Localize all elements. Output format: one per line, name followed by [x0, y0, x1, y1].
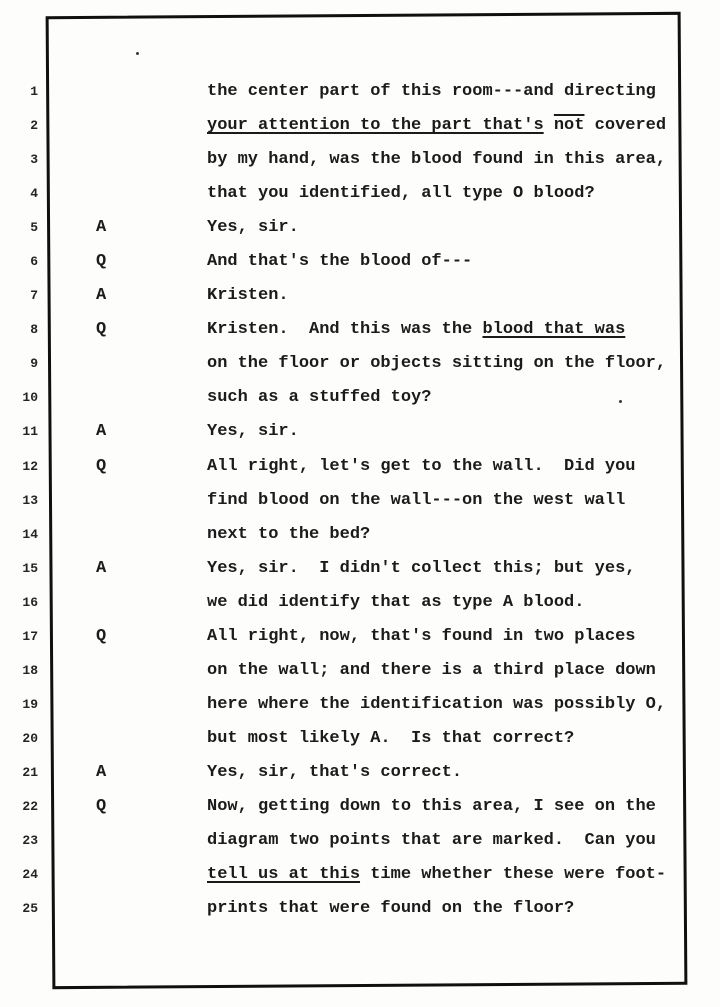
transcript-line: [0, 586, 720, 620]
line-number: 11: [22, 424, 38, 440]
transcript-line: [0, 450, 720, 484]
transcript-line: [0, 722, 720, 756]
line-number: 24: [22, 867, 38, 883]
text-segment: All right, let's get to the wall. Did you: [207, 456, 636, 476]
text-segment: Kristen.: [207, 286, 289, 306]
text-segment: on the floor or objects sitting on the floor,: [207, 354, 667, 374]
transcript-lines: [0, 75, 720, 926]
line-number: 20: [22, 730, 38, 746]
line-number: 7: [30, 288, 38, 304]
line-number: 5: [30, 220, 38, 236]
line-text: [207, 313, 625, 347]
line-number: 8: [30, 322, 38, 338]
line-number: 22: [22, 798, 38, 814]
line-text: [207, 858, 666, 892]
transcript-line: [0, 381, 720, 415]
speaker-label: A: [96, 558, 107, 578]
transcript-line: [0, 211, 720, 245]
line-text: [207, 415, 299, 449]
transcript-line: [0, 824, 720, 858]
transcript-line: [0, 654, 720, 688]
text-segment: find blood on the wall---on the west wall: [207, 490, 626, 510]
line-number: 14: [22, 526, 38, 542]
speaker-label: A: [96, 286, 107, 306]
line-number: 4: [30, 186, 38, 202]
line-text: [207, 892, 574, 926]
line-text: [207, 518, 370, 552]
speaker-label: A: [96, 218, 107, 238]
line-text: [207, 824, 656, 858]
line-number: 15: [22, 560, 38, 576]
transcript-line: [0, 756, 720, 790]
speaker-label: A: [96, 762, 107, 782]
transcript-line: [0, 109, 720, 143]
text-segment: the center part of this room---and directing: [207, 82, 656, 101]
line-number: 10: [22, 390, 38, 406]
text-segment: Yes, sir.: [207, 422, 299, 442]
line-text: [207, 552, 635, 586]
transcript-line: [0, 177, 720, 211]
line-text: [207, 722, 574, 756]
speaker-label: Q: [96, 252, 107, 272]
line-text: [207, 381, 431, 415]
transcript-line: [0, 484, 720, 518]
speaker-label: A: [96, 422, 107, 442]
line-number: 16: [22, 594, 38, 610]
line-text: [207, 75, 656, 109]
line-number: 21: [22, 764, 38, 780]
text-segment: covered: [584, 116, 667, 136]
text-segment: diagram two points that are marked. Can you: [207, 831, 656, 851]
line-text: [207, 177, 595, 211]
text-segment: but most likely A. Is that correct?: [207, 728, 575, 748]
line-number: 17: [22, 628, 38, 644]
transcript-line: [0, 75, 720, 109]
text-segment: Yes, sir.: [207, 218, 299, 238]
line-number: 9: [30, 356, 38, 372]
transcript-line: [0, 415, 720, 449]
line-text: [207, 688, 666, 722]
line-number: 13: [22, 492, 38, 508]
line-text: [207, 484, 625, 518]
scan-speck: [136, 52, 139, 55]
text-segment: tell us at this: [207, 865, 361, 885]
text-segment: time whether these were foot-: [360, 865, 667, 885]
line-text: [207, 756, 462, 790]
line-number: 3: [30, 152, 38, 168]
speaker-label: Q: [96, 320, 107, 340]
text-segment: such as a stuffed toy?: [207, 388, 432, 408]
text-segment: [544, 116, 554, 135]
text-segment: your attention to the part that's: [207, 116, 544, 136]
line-text: [207, 450, 635, 484]
line-text: [207, 279, 289, 313]
text-segment: And that's the blood of---: [207, 252, 473, 272]
transcript-line: [0, 620, 720, 654]
line-number: 1: [30, 84, 38, 99]
transcript-line: [0, 347, 720, 381]
transcript-line: [0, 858, 720, 892]
transcript-line: [0, 143, 720, 177]
line-number: 25: [22, 901, 38, 917]
transcript-line: [0, 245, 720, 279]
line-text: [207, 211, 299, 245]
text-segment: here where the identification was possibly O,: [207, 694, 667, 714]
line-number: 18: [22, 662, 38, 678]
text-segment: Yes, sir. I didn't collect this; but yes,: [207, 558, 636, 578]
speaker-label: Q: [96, 456, 107, 476]
line-text: [207, 347, 666, 381]
transcript-line: [0, 688, 720, 722]
transcript-line: [0, 518, 720, 552]
speaker-label: Q: [96, 626, 107, 646]
line-text: [207, 654, 656, 688]
text-segment: by my hand, was the blood found in this area,: [207, 150, 667, 170]
text-segment: All right, now, that's found in two places: [207, 626, 636, 646]
transcript-line: [0, 279, 720, 313]
text-segment: Yes, sir, that's correct.: [207, 762, 463, 782]
transcript-line: [0, 552, 720, 586]
line-text: [207, 245, 472, 279]
transcript-line: [0, 313, 720, 347]
text-segment: we did identify that as type A blood.: [207, 592, 585, 612]
speaker-label: Q: [96, 796, 107, 816]
line-number: 2: [30, 118, 38, 134]
text-segment: Now, getting down to this area, I see on the: [207, 796, 656, 816]
line-text: [207, 586, 584, 620]
line-number: 19: [22, 696, 38, 712]
text-segment: that you identified, all type O blood?: [207, 184, 595, 204]
line-text: [207, 143, 666, 177]
text-segment: $\overline{not}$: [553, 116, 585, 136]
transcript-line: [0, 790, 720, 824]
line-text: [207, 109, 666, 143]
text-segment: Kristen. And this was the: [207, 320, 483, 340]
line-number: 12: [22, 458, 38, 474]
line-number: 23: [22, 833, 38, 849]
line-text: [207, 620, 635, 654]
text-segment: prints that were found on the floor?: [207, 899, 575, 919]
text-segment: next to the bed?: [207, 524, 371, 544]
transcript-line: [0, 892, 720, 926]
text-segment: blood that was: [482, 320, 626, 340]
text-segment: on the wall; and there is a third place down: [207, 660, 656, 680]
line-text: [207, 790, 656, 824]
line-number: 6: [30, 254, 38, 270]
